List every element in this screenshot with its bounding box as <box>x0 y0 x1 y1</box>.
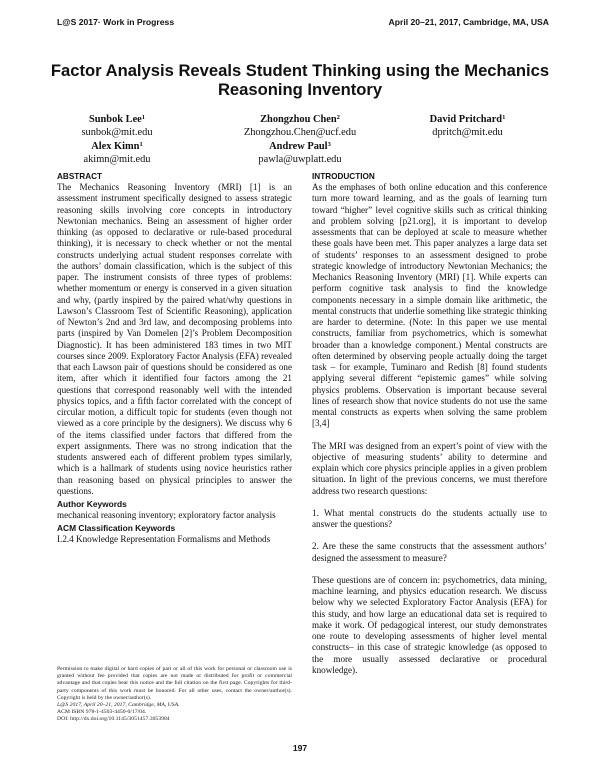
author-email: sunbok@mit.edu <box>81 126 153 138</box>
permission-text: Permission to make digital or hard copies of part or all of this work for personal or classroom use is granted without fee provided that copies are not made or distributed for profit or commercial advantage and that copies bear this notice and the full citation on the first page. Copyrights for third-party components of this work must be honored. For all other uses, contact the owner/author(s). Copyright is held by the owner/author(s). <box>57 666 292 701</box>
paper-title: Factor Analysis Reveals Student Thinking using the Mechanics Reasoning Inventory <box>50 61 550 99</box>
right-column <box>312 171 547 676</box>
acm-heading: ACM Classification Keywords <box>57 523 176 534</box>
left-column <box>57 171 292 546</box>
research-question-2: 2. Are these the same constructs that the assessment authors’ designed the assessment to measure? <box>312 541 547 563</box>
author-block <box>225 112 375 166</box>
abstract-text: The Mechanics Reasoning Inventory (MRI) [1] is an assessment instrument specifically designed to assess strategic reasoning skills involving core concepts in introductory Newtonian mechanics. Being an assessment of higher order thinking (as opposed to declarative or rule-based procedural thinking), it is necessary to check whether or not the mental constructs underlying actual student responses correlate with the authors’ domain classification, which is the subject of this paper. The instrument consists of three types of problems: whether momentum or energy is conserved in a given situation and why, (partly inspired by the paired what/why questions in Lawson’s Classroom Test of Scientific Reasoning), application of Newton’s 2nd and 3rd law, and decomposing problems into parts (inspired by Van Domelen [2]’s Problem Decomposition Diagnostic). It has been administered 183 times in two MIT courses since 2009. Exploratory Factor Analysis (EFA) revealed that each Lawson pair of questions should be considered as one item, after which it identified four factors among the 21 questions that correspond reasonably well with the intended physics topics, and a fifth factor correlated with the concept of circular motion, a difficult topic for students (even though not viewed as a core principle by the designers). We discuss why 6 of the items classified under factors that differed from the expert assignments. There was no strong indication that the students answered each of different problem types similarly, which is a hallmark of students using novice heuristics rather than reasoning based on physical principles to answer the questions. <box>57 182 292 496</box>
permission-isbn: ACM ISBN 978-1-4503-4450-0/17/04. <box>57 709 147 716</box>
abstract-heading: ABSTRACT <box>57 172 103 181</box>
author-name: Sunbok Lee <box>88 114 142 125</box>
permission-venue: L@S 2017, April 20–21, 2017, Cambridge, MA, USA. <box>57 702 180 709</box>
author-name: Zhongzhou Chen <box>260 114 337 125</box>
intro-paragraph-1: As the emphases of both online education and this conference turn more toward learning, and as the goals of learning turn toward “higher” level cognitive skills such as critical thinking and problem solving [p21.org], it is important to develop assessments that can be deployed at scale to measure whether these goals have been met. This paper analyzes a large data set of students’ responses to an assessment designed to probe strategic knowledge of introductory Newtonian Mechanics; the Mechanics Reasoning Inventory (MRI) [1]. While experts can perform cognitive task analysis to find the knowledge components necessary in a simple domain like arithmetic, the mental constructs that underlie something like strategic thinking are harder to determine. (Note: In this paper we use mental constructs, familiar from psychometrics, which is somewhat broader than a knowledge component.) Mental constructs are often determined by observing people actually doing the target task – for example, Tuminaro and Redish [8] found students applying several different “epistemic games” while solving physics problems. Observation is important because several lines of research show that novice students do not use the same mental constructs as experts when solving the same problem [3,4] <box>312 182 547 429</box>
keywords-text: mechanical reasoning inventory; exploratory factor analysis <box>57 510 276 520</box>
author-email: pawla@uwplatt.edu <box>258 153 342 165</box>
author-block <box>57 112 177 166</box>
permission-doi: DOI: http://dx.doi.org/10.1145/3051457.3053984 <box>57 716 170 723</box>
keywords-heading: Author Keywords <box>57 499 127 509</box>
author-affiliation: 1 <box>139 141 143 148</box>
acm-text: I.2.4 Knowledge Representation Formalisms and Methods <box>57 534 271 545</box>
intro-paragraph-3: These questions are of concern in: psychometrics, data mining, machine learning, and physics education research. We discuss below why we selected Exploratory Factor Analysis (EFA) for this study, and how large an educational data set is required to make it work. Of pedagogical interest, our study demonstrates one route to developing assessments of higher level mental constructs– in this case of strategic knowledge (as opposed to the more usually assessed declarative or procedural knowledge). <box>312 574 547 675</box>
page-number: 197 <box>292 743 308 753</box>
author-block <box>400 112 535 139</box>
permission-notice <box>57 666 292 724</box>
author-email: dpritch@mit.edu <box>432 126 503 138</box>
intro-paragraph-2: The MRI was designed from an expert’s point of view with the objective of measuring students’ ability to determine and explain which core physics principle applies in a given problem situation. In light of the previous concerns, we must therefore address two research questions: <box>312 440 547 496</box>
research-question-1: 1. What mental constructs do the students actually use to answer the questions? <box>312 507 547 529</box>
author-name: Andrew Paul <box>269 141 328 152</box>
author-name: David Pritchard <box>429 114 503 125</box>
author-affiliation: 1 <box>502 114 506 121</box>
author-affiliation: 3 <box>327 141 331 148</box>
author-name: Alex Kimn <box>91 141 140 152</box>
introduction-heading: INTRODUCTION <box>312 172 375 181</box>
running-header-right: April 20–21, 2017, Cambridge, MA, USA <box>388 17 549 27</box>
author-email: Zhongzhou.Chen@ucf.edu <box>243 126 357 138</box>
author-affiliation: 1 <box>141 114 146 121</box>
author-email: akimn@mit.edu <box>83 153 151 165</box>
running-header-left: L@S 2017· Work in Progress <box>57 17 175 27</box>
author-affiliation: 2 <box>336 114 340 121</box>
